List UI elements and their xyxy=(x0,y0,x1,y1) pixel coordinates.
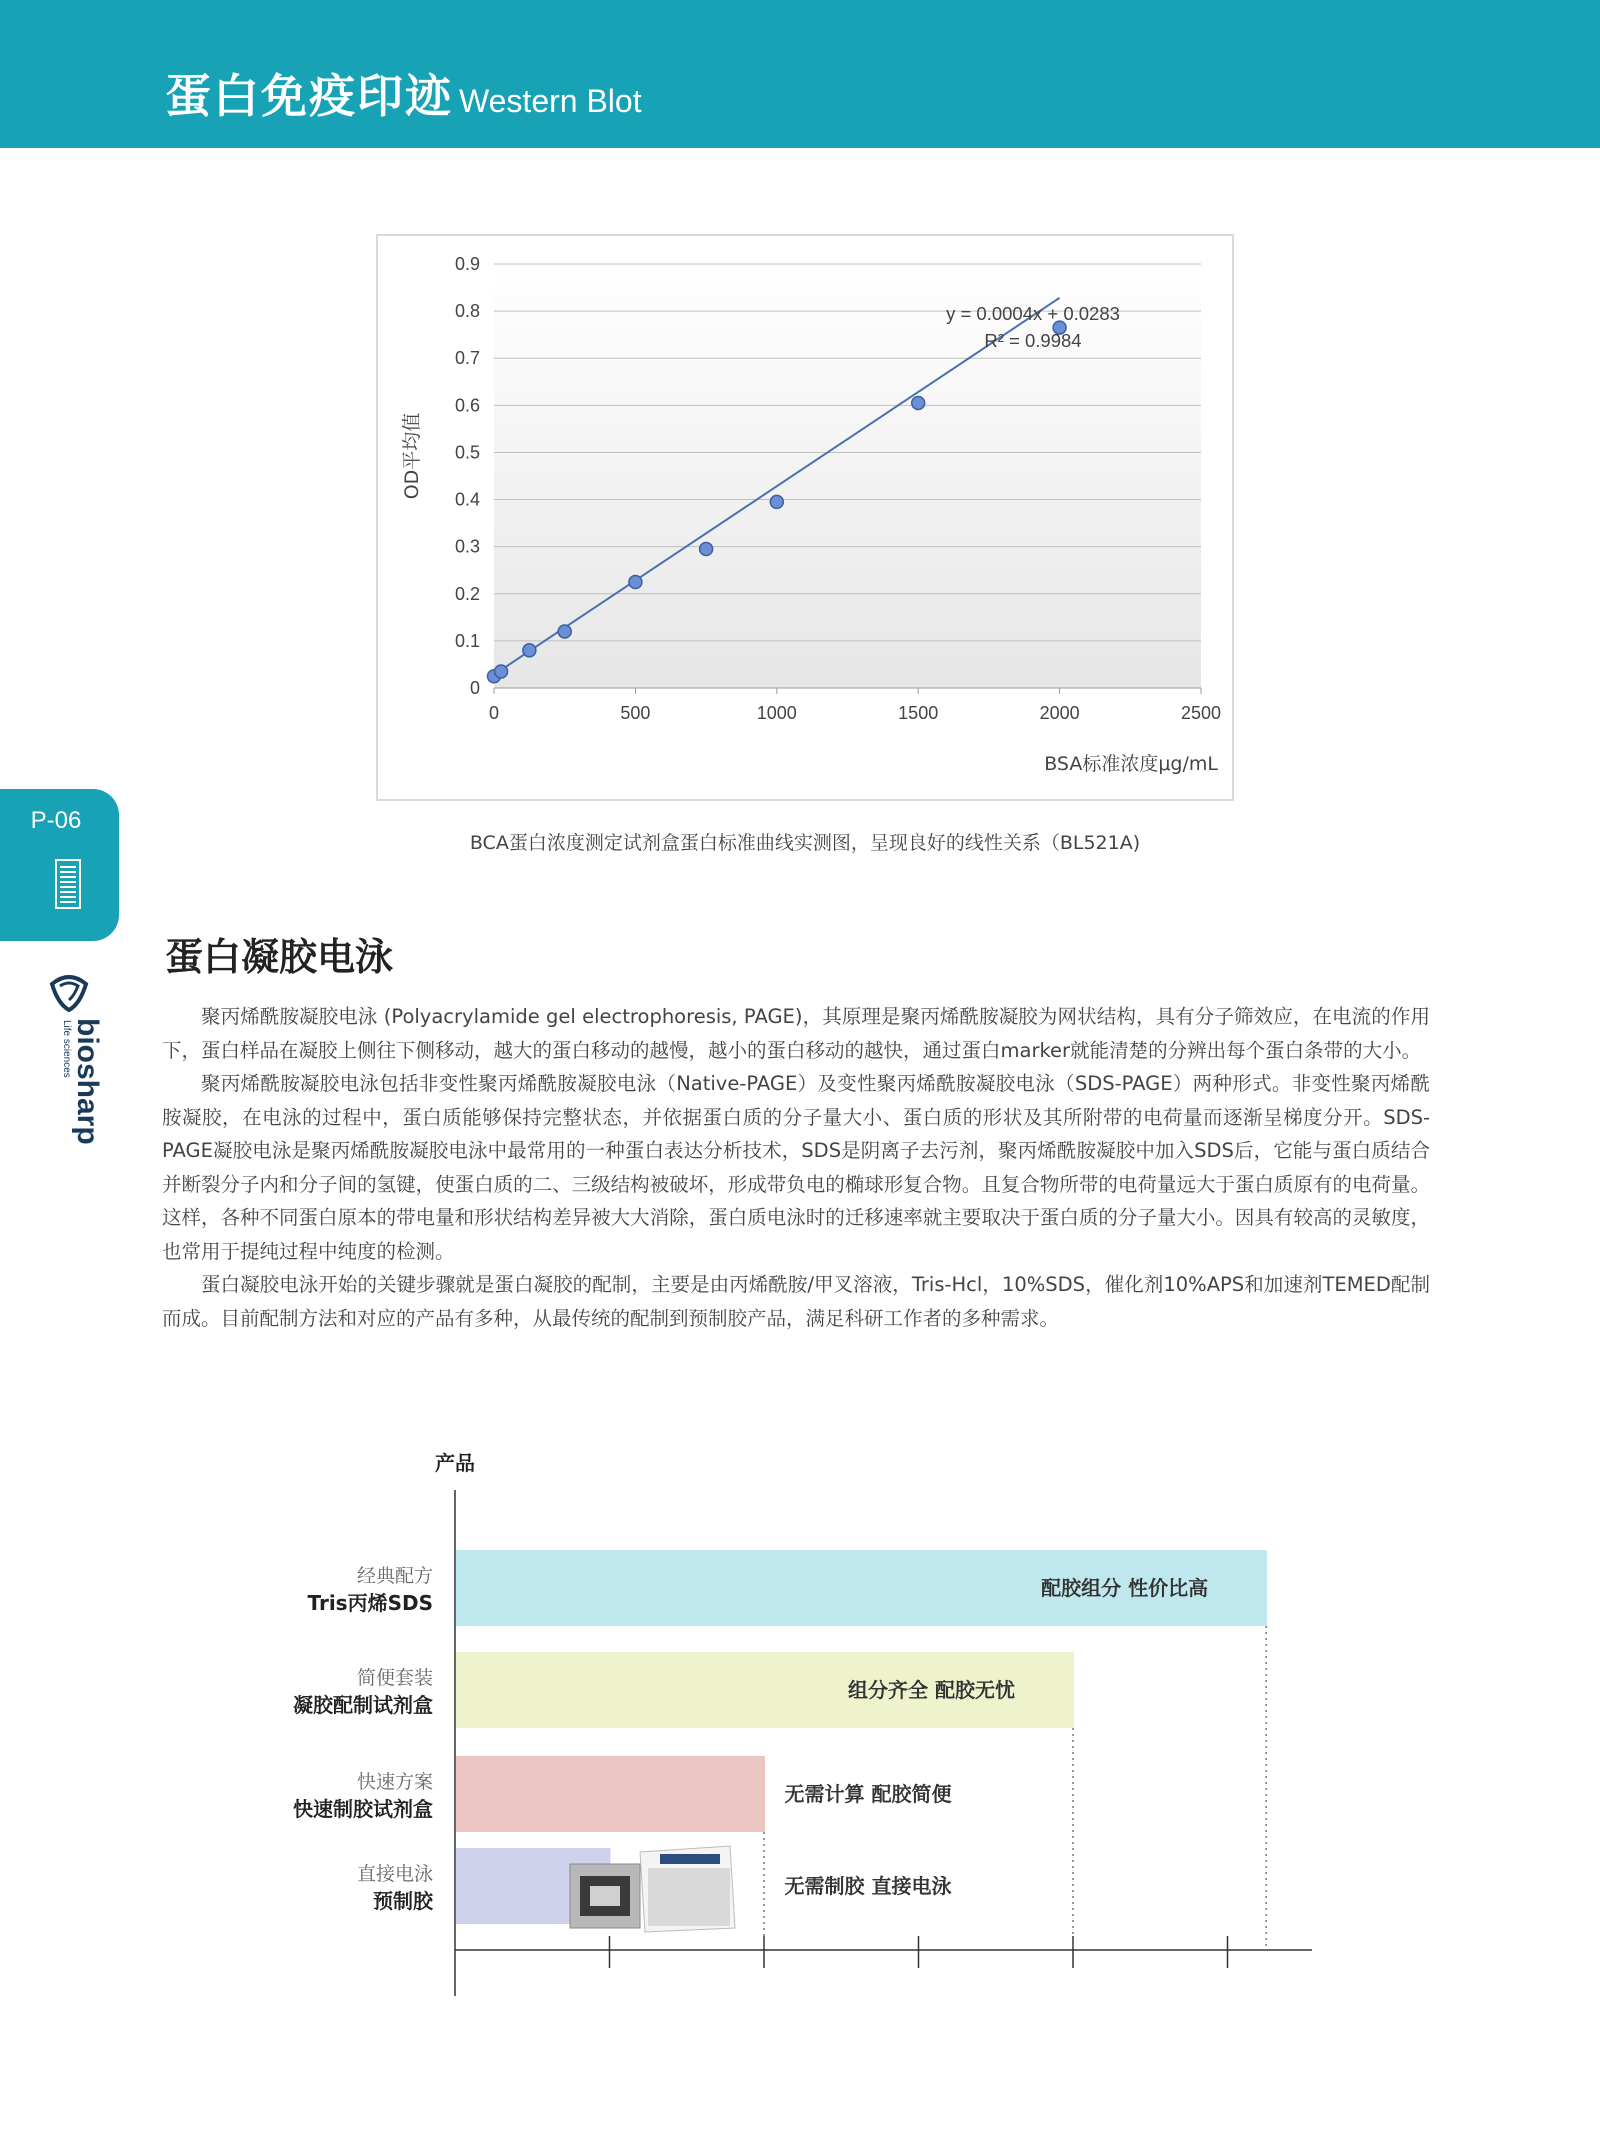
data-point xyxy=(558,625,571,638)
page-title xyxy=(165,60,642,126)
category-label-bottom: 快速制胶试剂盒 xyxy=(293,1797,433,1821)
page-subtitle: Western Blot xyxy=(459,83,642,119)
y-tick-label: 0.6 xyxy=(454,395,480,416)
y-tick-label: 0.7 xyxy=(454,348,480,369)
data-point xyxy=(523,644,536,657)
x-tick-label: 1500 xyxy=(898,703,939,723)
bar-value-label: 无需计算 配胶简便 xyxy=(784,1782,952,1806)
bar-value-label: 无需制胶 直接电泳 xyxy=(784,1874,952,1898)
category-label-top: 快速方案 xyxy=(356,1771,433,1793)
brand-tagline: Life sciences xyxy=(61,1020,72,1078)
page-header xyxy=(0,0,1600,148)
data-point xyxy=(770,495,783,508)
product-bag-window xyxy=(590,1886,620,1906)
bar-axis-title: 产品 xyxy=(435,1451,475,1475)
category-label-bottom: Tris丙烯SDS xyxy=(307,1591,433,1615)
category-label-top: 直接电泳 xyxy=(356,1863,433,1885)
paragraph-2: 聚丙烯酰胺凝胶电泳包括非变性聚丙烯酰胺凝胶电泳（Native-PAGE）及变性聚丙烯酰胺凝胶电泳（SDS-PAGE）两种形式。非变性聚丙烯酰胺凝胶，在电泳的过程中，蛋白质能够保持完整状态，并依据蛋白质的分子量大小、蛋白质的形状及其所附带的电荷量而逐渐呈梯度分开。SDS-PAGE凝胶电泳是聚丙烯酰胺凝胶电泳中最常用的一种蛋白表达分析技术，SDS是阴离子去污剂，聚丙烯酰胺凝胶中加入SDS后，它能与蛋白质结合并断裂分子内和分子间的氢键，使蛋白质的二、三级结构被破坏，形成带负电的椭球形复合物。且复合物所带的电荷量远大于蛋白质原有的电荷量。这样，各种不同蛋白原本的带电量和形状结构差异被大大消除，蛋白质电泳时的迁移速率就主要取决于蛋白质的分子量大小。因具有较高的灵敏度，也常用于提纯过程中纯度的检测。 xyxy=(162,1072,1430,1263)
y-tick-label: 0.5 xyxy=(454,442,480,463)
category-label-bottom: 凝胶配制试剂盒 xyxy=(293,1693,433,1717)
page-side-tab xyxy=(0,789,119,941)
trend-r2: R² = 0.9984 xyxy=(984,330,1082,351)
x-tick-label: 0 xyxy=(488,703,500,723)
category-label-top: 经典配方 xyxy=(356,1565,433,1587)
plot-area xyxy=(494,264,1201,688)
trend-equation: y = 0.0004x + 0.0283 xyxy=(946,303,1120,324)
gel-products-chart xyxy=(0,1440,1600,2020)
brand-logo xyxy=(44,968,104,1148)
standard-curve-svg xyxy=(378,236,1232,799)
data-point xyxy=(629,576,642,589)
standard-curve-chart xyxy=(376,234,1234,801)
bar xyxy=(456,1756,765,1832)
x-tick-label: 2000 xyxy=(1039,703,1080,723)
y-tick-label: 0.9 xyxy=(454,254,480,274)
x-tick-label: 1000 xyxy=(756,703,797,723)
bar-value-label: 配胶组分 性价比高 xyxy=(1041,1576,1209,1600)
y-tick-label: 0.1 xyxy=(454,630,480,651)
product-box-band xyxy=(660,1854,720,1864)
y-tick-label: 0.2 xyxy=(454,583,480,604)
category-label-bottom: 预制胶 xyxy=(373,1889,433,1913)
category-label-top: 简便套装 xyxy=(356,1667,433,1689)
data-point xyxy=(912,396,925,409)
y-tick-label: 0.4 xyxy=(454,489,480,510)
x-tick-label: 2500 xyxy=(1180,703,1222,723)
document-list-icon xyxy=(55,859,81,909)
data-point xyxy=(700,543,713,556)
section-body xyxy=(162,1000,1430,1335)
paragraph-3: 蛋白凝胶电泳开始的关键步骤就是蛋白凝胶的配制，主要是由丙烯酰胺/甲叉溶液，Tris-Hcl，10%SDS，催化剂10%APS和加速剂TEMED配制而成。目前配制方法和对应的产品有多种，从最传统的配制到预制胶产品，满足科研工作者的多种需求。 xyxy=(162,1273,1430,1330)
page-number: P-06 xyxy=(30,807,82,834)
paragraph-1: 聚丙烯酰胺凝胶电泳 (Polyacrylamide gel electrophoresis, PAGE)，其原理是聚丙烯酰胺凝胶为网状结构，具有分子筛效应，在电流的作用下，蛋白样品在凝胶上侧往下侧移动，越大的蛋白移动的越慢，越小的蛋白移动的越快，通过蛋白marker就能清楚的分辨出每个蛋白条带的大小。 xyxy=(162,1005,1430,1062)
y-tick-label: 0.3 xyxy=(454,536,480,557)
bar-value-label: 组分齐全 配胶无忧 xyxy=(848,1678,1015,1702)
x-axis-label: BSA标准浓度μg/mL xyxy=(1044,753,1218,775)
section-title: 蛋白凝胶电泳 xyxy=(165,935,394,979)
x-tick-label: 500 xyxy=(620,703,651,723)
y-tick-label: 0 xyxy=(469,678,480,698)
bioshield-logo-icon xyxy=(52,977,86,1010)
page-title-zh: 蛋白免疫印迹 xyxy=(165,69,453,123)
y-tick-label: 0.8 xyxy=(454,301,480,322)
data-point xyxy=(495,665,508,678)
product-box-front xyxy=(648,1868,730,1926)
brand-name: biosharp xyxy=(71,1018,104,1145)
y-axis-label: OD平均值 xyxy=(401,412,423,500)
chart-caption: BCA蛋白浓度测定试剂盒蛋白标准曲线实测图，呈现良好的线性关系（BL521A) xyxy=(469,832,1141,854)
